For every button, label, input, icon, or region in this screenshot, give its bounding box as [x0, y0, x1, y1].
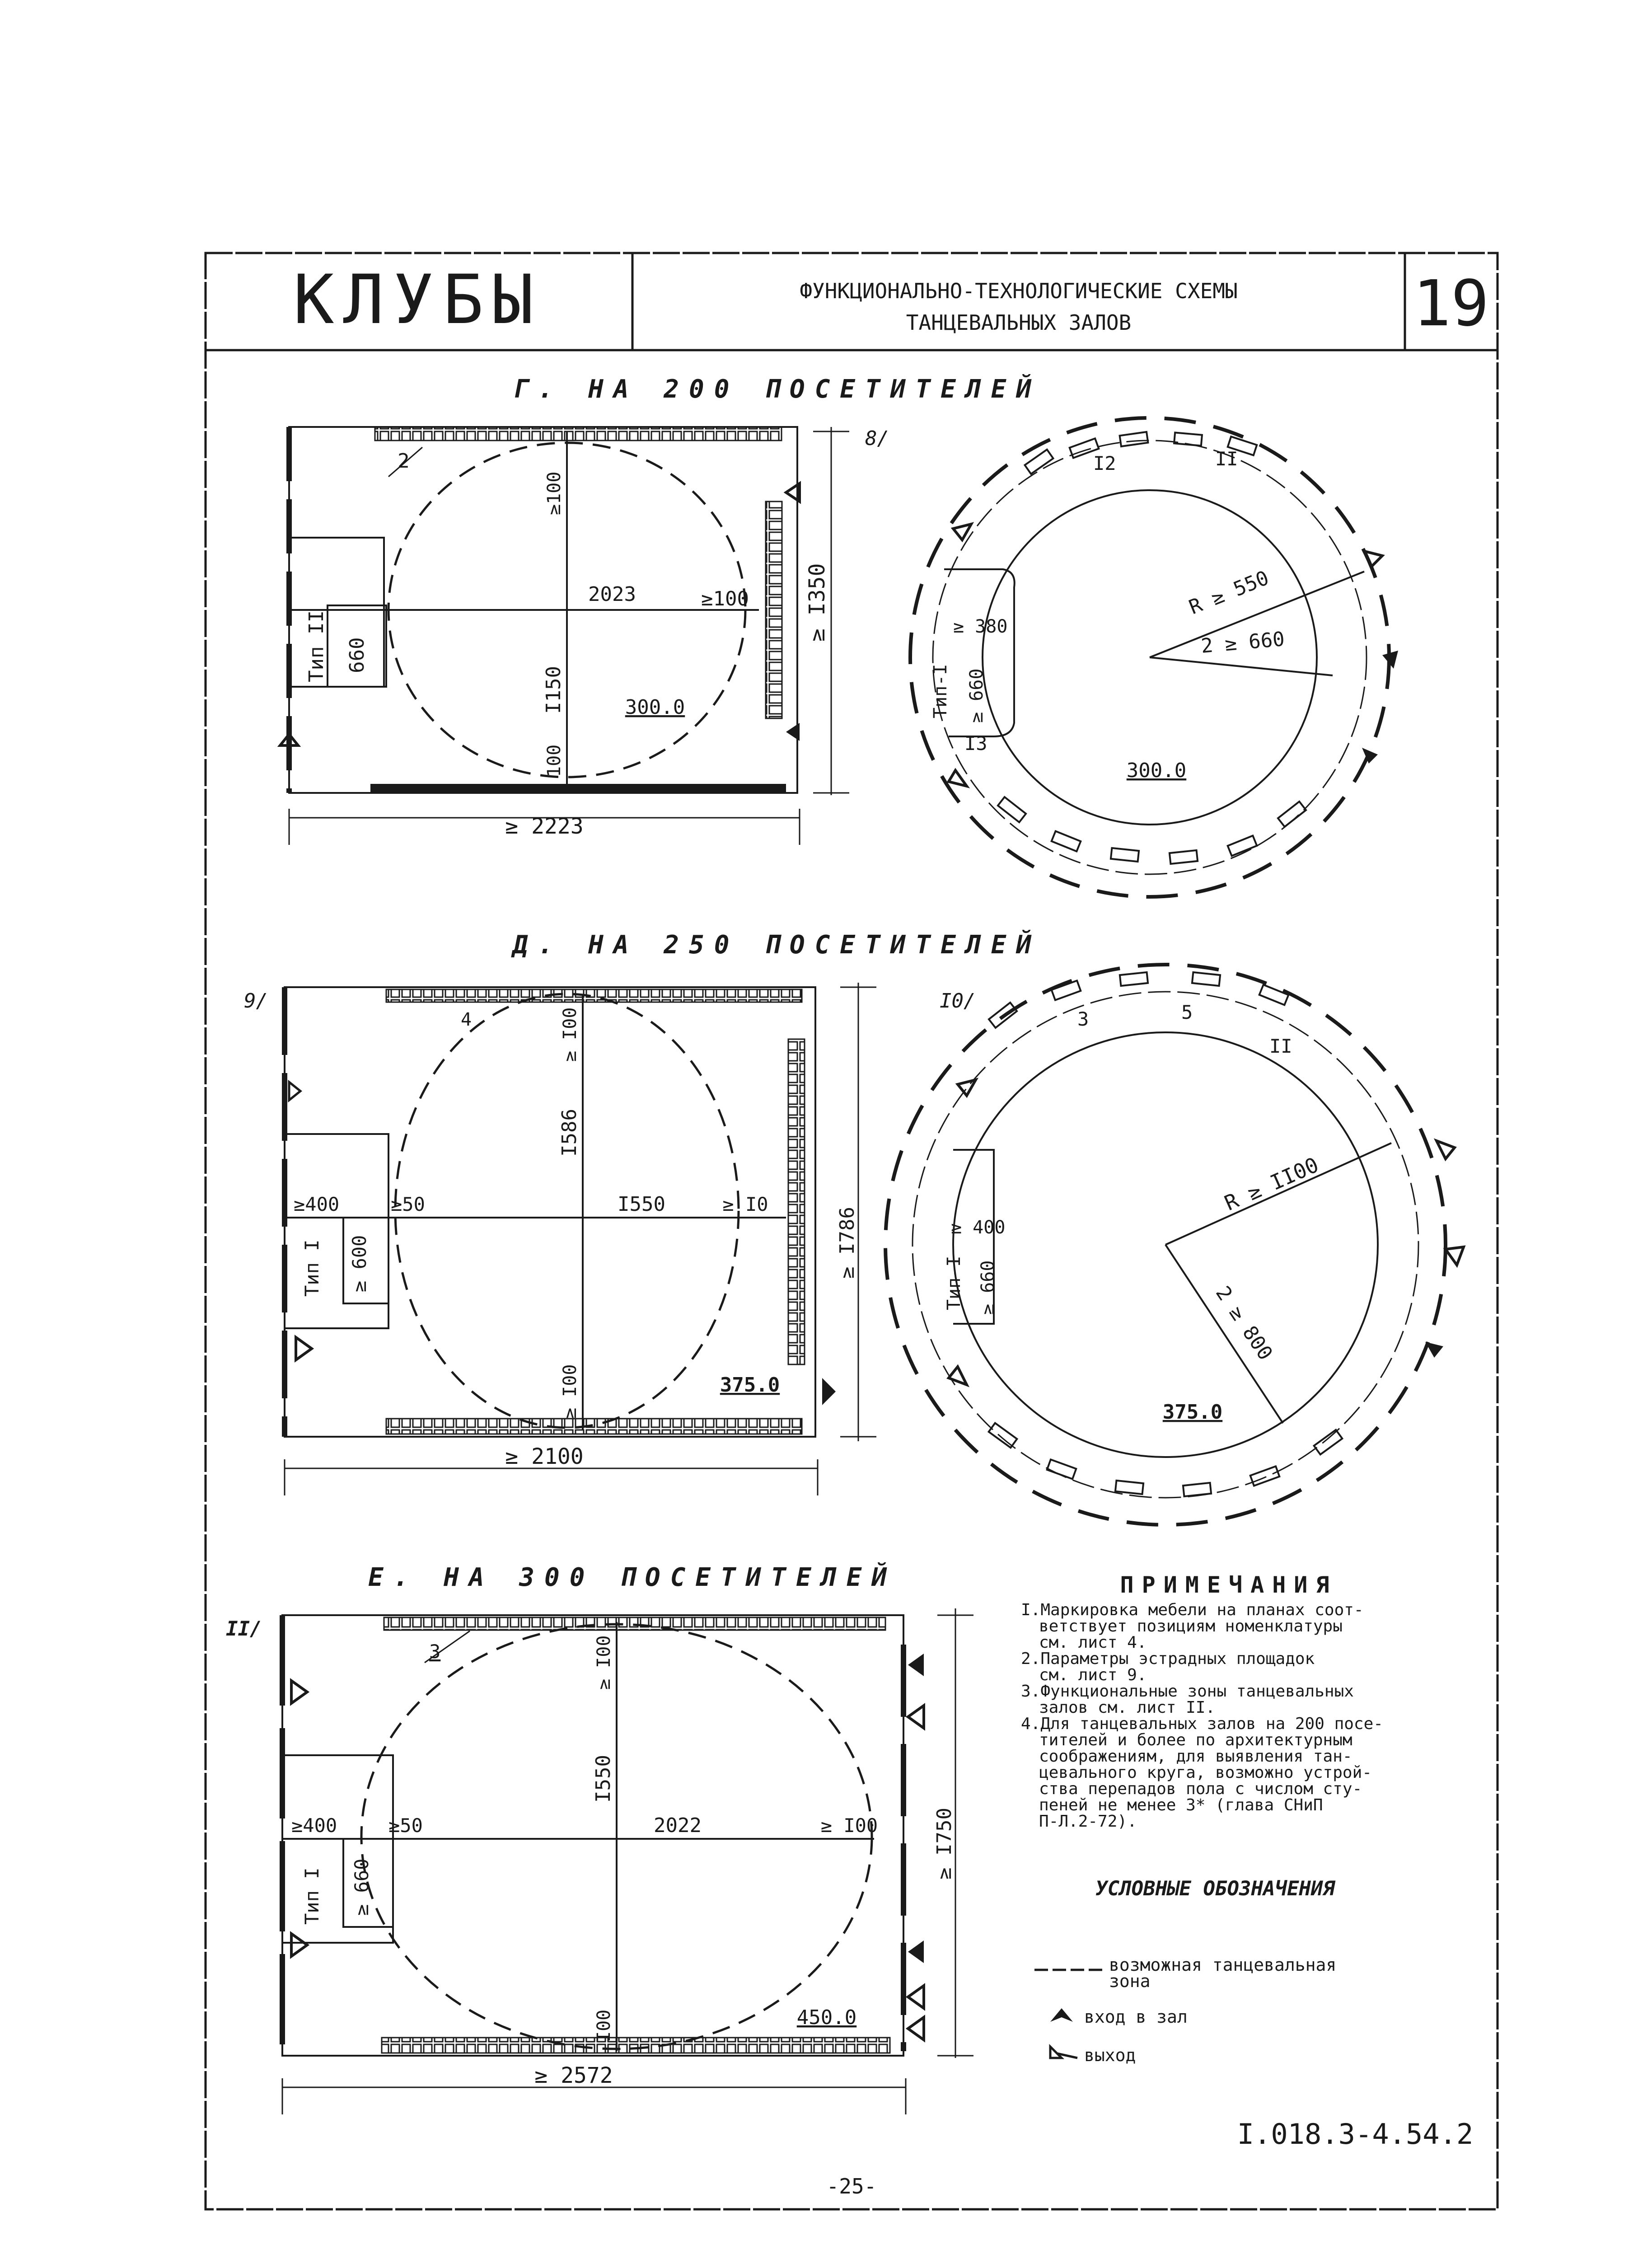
plan-d-rect-type-dim-1: ≥400 [294, 1193, 340, 1215]
plan-d-rect-dim-top-gap: ≥ I00 [560, 1007, 580, 1062]
notes-line: пеней не менее 3* (глава СНиП [1039, 1796, 1323, 1814]
notes-line: ветствует позициям номенклатуры [1039, 1617, 1343, 1636]
plan-e-rect [282, 1608, 973, 2114]
legend-item-dashed [1034, 1955, 1336, 1991]
plan-d-rect-area: 375.0 [720, 1373, 780, 1397]
legend-item-exit [1050, 2045, 1136, 2065]
plan-g-rect-dim-right-gap: ≥100 [701, 587, 749, 610]
plan-g-round-area: 300.0 [1126, 759, 1187, 782]
sheet-number: 19 [1413, 267, 1489, 341]
plan-g-round-radius-inner: 2 ≥ 660 [1200, 627, 1286, 658]
plan-e-rect-dim-inner-w: 2022 [654, 1814, 702, 1837]
plan-g-round-callout-2: II [1215, 448, 1238, 470]
plan-e-rect-dim-height: ≥ I750 [933, 1808, 956, 1879]
notes-list [1021, 1601, 1383, 1831]
plan-e-rect-dim-inner-h: I550 [592, 1755, 615, 1803]
notes-line: 4.Для танцевальных залов на 200 посе- [1021, 1715, 1383, 1733]
plan-e-rect-area: 450.0 [796, 2006, 857, 2029]
plan-d-rect-dim-height: ≥ I786 [836, 1207, 859, 1279]
legend-label-dashed-1: возможная танцевальная [1109, 1955, 1337, 1975]
legend-title: УСЛОВНЫЕ ОБОЗНАЧЕНИЯ [1095, 1877, 1335, 1900]
plan-g-rect-dim-width: ≥ 2223 [505, 814, 584, 839]
plan-g-round-type: Тип-I [930, 664, 951, 718]
plan-d-rect-type: Тип I [301, 1239, 323, 1297]
plan-d-round-radius-inner: 2 ≥ 800 [1211, 1282, 1277, 1364]
legend-label-exit: выход [1084, 2045, 1136, 2065]
section-g-title: Г. НА 200 ПОСЕТИТЕЛЕЙ [512, 375, 1042, 404]
plan-g-round-type-dim-2: ≥ 660 [966, 668, 987, 723]
legend-label-entry: вход в зал [1084, 2007, 1188, 2027]
header-subtitle-line1: ФУНКЦИОНАЛЬНО-ТЕХНОЛОГИЧЕСКИЕ СХЕМЫ [800, 279, 1238, 303]
plan-g-rect-dim-bottom-gap: 100 [544, 744, 565, 777]
plan-d-round-callout-2: 5 [1181, 1001, 1193, 1023]
notes-line: см. лист 4. [1039, 1633, 1147, 1652]
footer-page: -25- [826, 2174, 877, 2198]
plan-d-rect-dim-bottom-gap: ≥ I00 [560, 1364, 580, 1419]
plan-d-round-type-dim-2: ≥ 660 [978, 1260, 998, 1315]
notes-line: 2.Параметры эстрадных площадок [1021, 1650, 1315, 1668]
plan-g-rect-dim-inner-w: 2023 [588, 583, 636, 606]
section-d-title: Д. НА 250 ПОСЕТИТЕЛЕЙ [512, 930, 1042, 960]
notes-line: ства перепадов пола с числом сту- [1039, 1780, 1362, 1798]
plan-d-round-label: I0/ [940, 989, 976, 1012]
plan-d-rect-label: 9/ [244, 989, 268, 1012]
plan-d-rect-dim-left-gap: ≥50 [391, 1193, 425, 1215]
plan-d-round-area: 375.0 [1162, 1401, 1223, 1424]
plan-d-rect-type-dim-2: ≥ 600 [348, 1235, 370, 1292]
plan-d-rect-dim-width: ≥ 2100 [505, 1444, 584, 1469]
plan-g-rect-callout: 2 [398, 450, 410, 473]
plan-d-round-callout-3: II [1269, 1035, 1292, 1057]
plan-e-rect-dim-left-gap: ≥50 [388, 1814, 423, 1837]
plan-g-rect-type-dim: 660 [346, 637, 369, 673]
entry-arrow-icon [1050, 2008, 1073, 2022]
plan-d-round-callout-1: 3 [1077, 1008, 1089, 1030]
notes-title: ПРИМЕЧАНИЯ [1120, 1572, 1338, 1598]
header-subtitle-line2: ТАНЦЕВАЛЬНЫХ ЗАЛОВ [906, 310, 1132, 335]
notes-line: 3.Функциональные зоны танцевальных [1021, 1682, 1354, 1701]
plan-d-rect-callout: 4 [461, 1009, 472, 1030]
plan-g-round-radius-outer: R ≥ 550 [1186, 566, 1273, 619]
plan-d-rect [285, 983, 876, 1495]
plan-e-rect-dim-bottom-gap: I00 [594, 2009, 614, 2042]
notes-line: соображениям, для выявления тан- [1039, 1747, 1352, 1766]
notes-line: цевального круга, возможно устрой- [1039, 1763, 1372, 1782]
plan-e-rect-callout: 3 [429, 1640, 441, 1663]
plan-e-rect-type-dim-2: ≥ 660 [351, 1858, 373, 1916]
notes-line: П-Л.2-72). [1039, 1812, 1137, 1831]
plan-g-rect-area: 300.0 [625, 696, 685, 719]
exit-arrow-icon [1050, 2047, 1077, 2058]
plan-d-round-radius-outer: R ≥ II00 [1221, 1152, 1322, 1216]
plan-e-rect-label: II/ [226, 1617, 262, 1640]
plan-g-rect-dim-height: ≥ I350 [805, 563, 830, 642]
header-title: КЛУБЫ [293, 261, 543, 339]
plan-g-round-type-dim-1: ≥ 380 [953, 616, 1008, 637]
plan-g-round-callout-3: I3 [964, 732, 987, 755]
notes-line: см. лист 9. [1039, 1666, 1147, 1684]
plan-g-round [910, 418, 1398, 897]
notes-line: тителей и более по архитектурным [1039, 1731, 1352, 1749]
plan-e-rect-type-dim-1: ≥400 [291, 1814, 337, 1837]
plan-g-round-callout-1: I2 [1093, 452, 1116, 474]
plan-g-rect-type: Тип II [305, 610, 328, 682]
plan-g-rect-dim-inner-h: I150 [542, 666, 565, 714]
plan-g-rect [280, 427, 849, 845]
plan-d-rect-dim-inner-w: I550 [618, 1193, 665, 1216]
legend-item-entry [1050, 2007, 1188, 2027]
notes-line: залов см. лист II. [1039, 1698, 1216, 1717]
plan-g-rect-dim-top-gap: ≥100 [544, 471, 565, 515]
legend-label-dashed-2: зона [1109, 1971, 1151, 1991]
plan-d-rect-dim-inner-h: I586 [558, 1109, 581, 1157]
footer-code: I.018.3-4.54.2 [1237, 2118, 1474, 2151]
plan-d-round-type-dim-1: ≥ 400 [951, 1217, 1006, 1238]
plan-e-rect-dim-width: ≥ 2572 [534, 2063, 613, 2088]
plan-d-round-type: Тип-I [944, 1256, 964, 1310]
notes-line: I.Маркировка мебели на планах соот- [1021, 1601, 1364, 1619]
plan-g-rect-label: 8/ [865, 427, 889, 450]
plan-e-rect-dim-top-gap: ≥ I00 [594, 1635, 614, 1690]
plan-e-rect-dim-right-gap: ≥ I00 [820, 1814, 878, 1837]
plan-d-rect-dim-right-gap: ≥ I0 [722, 1193, 768, 1215]
plan-e-rect-type: Тип I [301, 1867, 323, 1925]
section-e-title: Е. НА 300 ПОСЕТИТЕЛЕЙ [368, 1563, 897, 1592]
plan-d-round [885, 965, 1464, 1525]
